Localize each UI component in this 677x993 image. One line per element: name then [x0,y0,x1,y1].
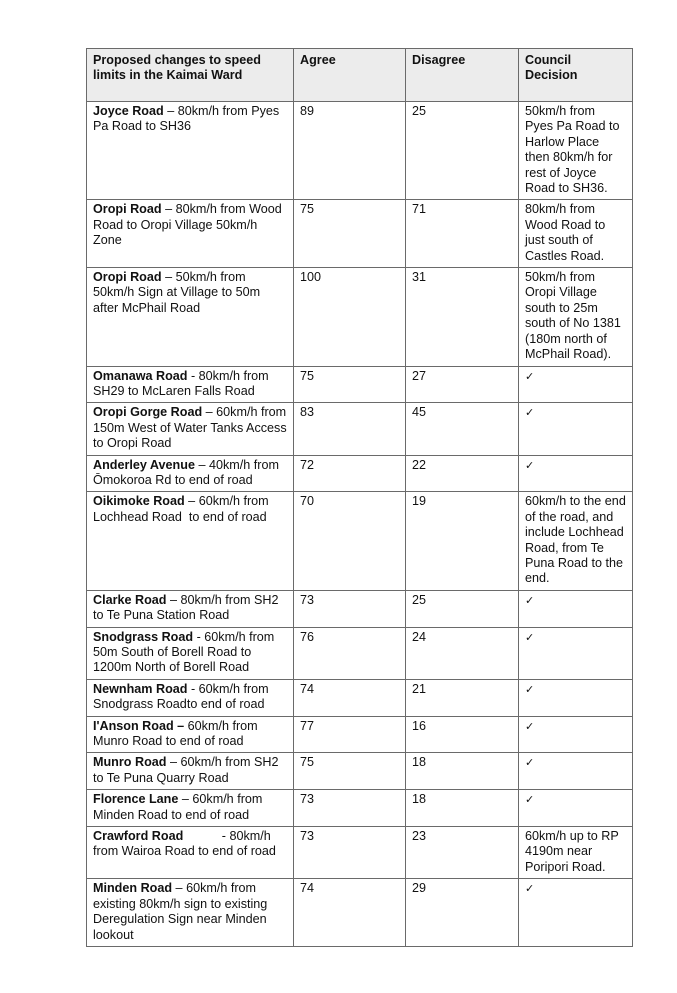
council-decision-approved [519,403,633,455]
disagree-count: 18 [406,753,519,790]
road-name: Oikimoke Road [93,494,185,509]
agree-count: 74 [294,679,406,716]
disagree-count: 22 [406,455,519,492]
table-row [87,366,633,403]
proposal-cell [87,679,294,716]
table-row [87,790,633,827]
proposal-detail: – 80km/h from Pyes Pa Road to SH36 [93,104,283,134]
road-name: I'Anson Road – [93,718,185,733]
table-row [87,827,633,879]
proposal-cell [87,790,294,827]
road-name: Joyce Road [93,104,164,118]
proposal-detail: – 60km/h from 150m West of Water Tanks Access to Oropi Road [93,405,291,451]
council-decision: 50km/h from Pyes Pa Road to Harlow Place then 80km/h for rest of Joyce Road to SH36. [519,102,633,200]
road-name: Omanawa Road [93,368,188,383]
disagree-count: 45 [406,403,519,455]
proposal-cell [87,268,294,366]
agree-count: 72 [294,455,406,492]
header-council-decision: Council Decision [519,49,633,102]
agree-count: 75 [294,200,406,268]
proposal-detail: - 80km/h from Wairoa Road to end of road [93,829,276,859]
check-icon: ✓ [525,719,535,733]
road-name: Oropi Gorge Road [93,405,203,420]
header-disagree: Disagree [406,49,519,102]
agree-count: 89 [294,102,406,200]
check-icon: ✓ [525,369,535,383]
proposal-detail: 60km/h from Munro Road to end of road [93,718,262,749]
table-row [87,455,633,492]
council-decision-approved [519,455,633,492]
road-name: Oropi Road [93,202,162,217]
proposal-detail: - 80km/h from SH29 to McLaren Falls Road [93,368,273,398]
road-name: Anderley Avenue [93,457,195,472]
proposal-cell [87,403,294,455]
council-decision-approved [519,366,633,403]
proposal-cell [87,455,294,492]
agree-count: 100 [294,268,406,366]
agree-count: 83 [294,403,406,455]
agree-count: 77 [294,716,406,753]
proposal-cell [87,879,294,947]
agree-count: 73 [294,790,406,827]
disagree-count: 71 [406,200,519,268]
proposal-cell [87,492,294,590]
disagree-count: 27 [406,366,519,403]
table-body [87,102,633,947]
proposal-detail: - 60km/h from Snodgrass Roadto end of road [93,681,273,712]
table-row [87,753,633,790]
road-name: Florence Lane [93,792,179,807]
council-decision-approved [519,590,633,627]
table-row [87,590,633,627]
table-row [87,268,633,366]
check-icon: ✓ [525,756,535,770]
road-name: Oropi Road [93,270,162,285]
check-icon: ✓ [525,406,535,420]
disagree-count: 31 [406,268,519,366]
council-decision-approved [519,790,633,827]
council-decision-approved [519,627,633,679]
council-decision: 60km/h up to RP 4190m near Poripori Road. [519,827,633,879]
proposal-detail: - 60km/h from 50m South of Borell Road to 1200m North of Borell Road [93,629,278,675]
disagree-count: 24 [406,627,519,679]
disagree-count: 25 [406,102,519,200]
agree-count: 73 [294,827,406,879]
disagree-count: 21 [406,679,519,716]
proposal-detail: – 40km/h from Ōmokoroa Rd to end of road [93,457,283,487]
disagree-count: 16 [406,716,519,753]
table-row [87,627,633,679]
road-name: Snodgrass Road [93,629,194,644]
disagree-count: 19 [406,492,519,590]
proposal-detail: – 60km/h from Lochhead Road to end of road [93,494,273,524]
table-row [87,200,633,268]
agree-count: 74 [294,879,406,947]
table-row [87,879,633,947]
check-icon: ✓ [525,793,535,807]
check-icon: ✓ [525,682,535,696]
table-row [87,102,633,200]
proposal-cell [87,627,294,679]
council-decision-approved [519,879,633,947]
proposal-cell [87,200,294,268]
proposal-cell [87,366,294,403]
road-name: Munro Road [93,755,167,770]
table-row [87,716,633,753]
check-icon: ✓ [525,630,535,644]
proposal-cell [87,827,294,879]
disagree-count: 29 [406,879,519,947]
disagree-count: 23 [406,827,519,879]
header-agree: Agree [294,49,406,102]
road-name: Newnham Road [93,681,188,696]
council-decision: 60km/h to the end of the road, and include Lochhead Road, from Te Puna Road to the end. [519,492,633,590]
table-row [87,679,633,716]
table-row [87,492,633,590]
check-icon: ✓ [525,458,535,472]
agree-count: 75 [294,366,406,403]
proposal-cell [87,102,294,200]
proposal-detail: – 80km/h from SH2 to Te Puna Station Road [93,592,282,623]
disagree-count: 25 [406,590,519,627]
council-decision-approved [519,753,633,790]
road-name: Minden Road [93,881,173,896]
proposal-detail: – 80km/h from Wood Road to Oropi Village 50km/h Zone [93,202,286,248]
road-name: Clarke Road [93,592,167,607]
disagree-count: 18 [406,790,519,827]
speed-limit-table [86,48,633,947]
table-row [87,403,633,455]
council-decision-approved [519,679,633,716]
proposal-detail: – 50km/h from 50km/h Sign at Village to 50m after McPhail Road [93,270,264,315]
check-icon: ✓ [525,593,535,607]
agree-count: 75 [294,753,406,790]
proposal-detail: – 60km/h from existing 80km/h sign to existing Deregulation Sign near Minden lookout [93,881,271,942]
proposal-detail: – 60km/h from Minden Road to end of road [93,792,266,822]
proposal-cell [87,716,294,753]
check-icon: ✓ [525,882,535,896]
agree-count: 70 [294,492,406,590]
proposal-cell [87,753,294,790]
council-decision-approved [519,716,633,753]
agree-count: 76 [294,627,406,679]
agree-count: 73 [294,590,406,627]
council-decision: 80km/h from Wood Road to just south of Castles Road. [519,200,633,268]
proposal-cell [87,590,294,627]
header-proposal: Proposed changes to speed limits in the Kaimai Ward [87,49,294,102]
table-header-row [87,49,633,102]
proposal-detail: – 60km/h from SH2 to Te Puna Quarry Road [93,755,282,785]
road-name: Crawford Road [93,829,184,844]
council-decision: 50km/h from Oropi Village south to 25m south of No 1381 (180m north of McPhail Road). [519,268,633,366]
